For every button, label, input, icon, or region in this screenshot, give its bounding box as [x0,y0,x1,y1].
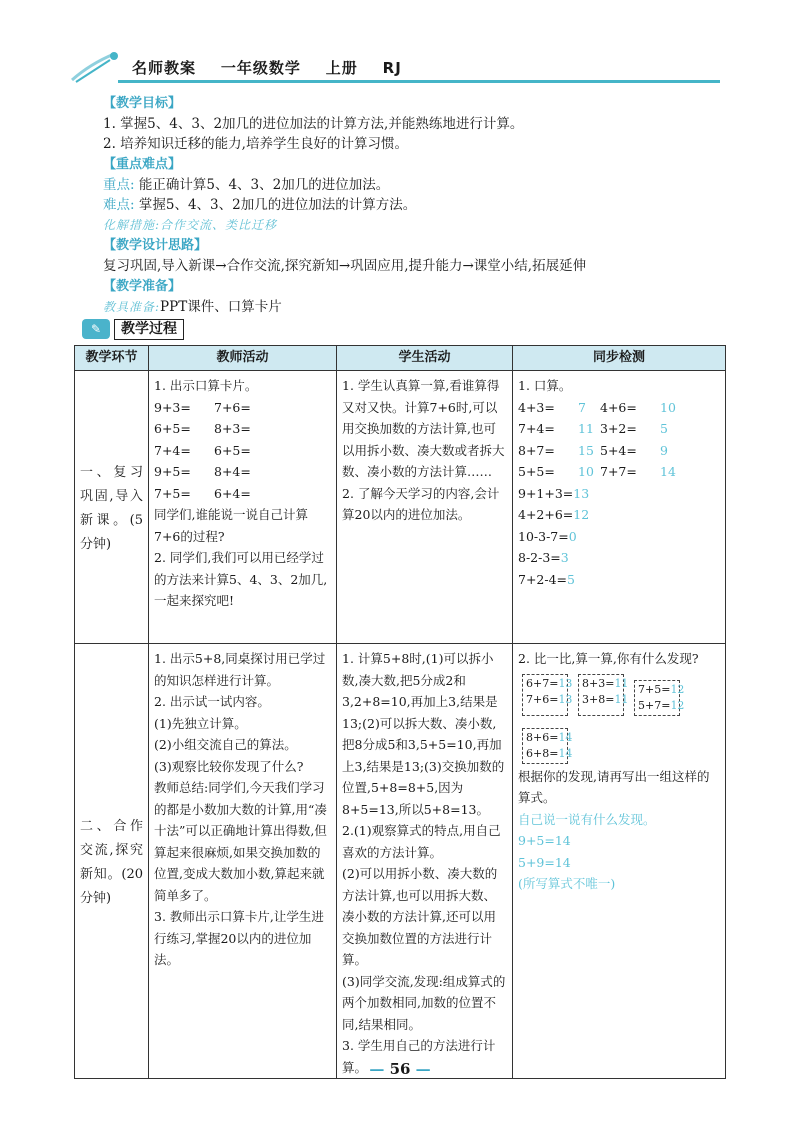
objective-item: 2. 培养知识迁移的能力,培养学生良好的计算习惯。 [103,136,408,152]
header-rule [118,80,720,83]
card-pair: 7+4= 6+5= [154,442,251,458]
col-header: 教学环节 [75,346,149,371]
student-text: (3)同学交流,发现:组成算式的两个加数相同,加数的位置不同,结果相同。 [342,973,506,1032]
compare-box: 8+6=14 6+8=14 [522,728,568,764]
objectives-label: 【 教学目标 】 [103,96,181,111]
teacher-text: (3)观察比较你发现了什么? [154,758,304,774]
table-row [75,644,726,1079]
teacher-text: 2. 同学们,我们可以用已经学过的方法来计算5、4、3、2加几,一起来探究吧! [154,550,328,608]
check-pair: 8+7= 15 5+4= 9 [518,442,668,458]
check-answer: 自己说一说有什么发现。 [518,811,656,827]
pen-logo-icon [70,50,122,84]
card-pair: 6+5= 8+3= [154,421,251,436]
page-number: 56 [389,1060,411,1078]
step-cell: 二、合作交流,探究新知。(20分钟) [75,644,149,1079]
student-text: 2. 了解今天学习的内容,会计算20以内的进位加法。 [342,485,500,522]
card-pair: 9+3= 7+6= [154,399,251,415]
check-cell [513,371,726,644]
student-text: 2.(1)观察算式的特点,用自己喜欢的方法计算。 [342,823,501,860]
student-cell [337,644,513,1079]
teacher-intro: 1. 出示口算卡片。 [154,378,258,393]
page-header [0,0,800,90]
check-pair: 4+3= 7 4+6= 10 [518,399,676,415]
card-pair: 9+5= 8+4= [154,464,251,479]
focus-label: 重点: [103,177,135,193]
process-heading [82,318,184,340]
student-text: (2)可以用拆小数、凑大数的方法计算,也可以用拆大数、凑小数的方法计算,还可以用交换加数位置的方法进行计算。 [342,866,498,967]
check-single: 7+2-4=5 [518,571,575,587]
teacher-text: 2. 出示试一试内容。 [154,694,270,709]
difficulty-label: 难点: [103,197,135,213]
student-text: 1. 学生认真算一算,看谁算得又对又快。计算7+6时,可以用交换加数的方法计算,也可以用拆小数、凑大数或者拆大数、凑小数的方法计算…… [342,378,505,479]
keypoints-label: 【 重点难点 】 [103,157,181,172]
teacher-text: 教师总结:同学们,今天我们学习的都是小数加大数的计算,用“凑十法”可以正确地计算出得数,但算起来很麻烦,如果交换加数的位置,变成大数加小数,算起来就简单多了。 [154,780,327,903]
header-title: 名师教案 一年级数学 上册 RJ [132,59,402,77]
table-header-row [75,346,726,371]
check-single: 10-3-7=0 [518,528,577,544]
check-single: 8-2-3=3 [518,550,569,565]
prep-label: 【 教学准备 】 [103,279,181,294]
col-header: 同步检测 [513,346,726,371]
tools-text: PPT课件、口算卡片 [160,299,282,315]
teacher-cell [149,371,337,644]
student-text: 3. 学生用自己的方法进行计算。 [342,1038,496,1075]
col-header: 教师活动 [149,346,337,371]
teacher-text: (2)小组交流自己的算法。 [154,737,297,752]
check-pair: 7+4= 11 3+2= 5 [518,421,668,436]
check-answer: 9+5=14 [518,833,571,848]
check-pair: 5+5= 10 7+7= 14 [518,464,676,479]
student-text: 1. 计算5+8时,(1)可以拆小数,凑大数,把5分成2和3,2+8=10,再加上3,结果是13;(2)可以拆大数、凑小数,把8分成5和3,5+5=10,再加上3,结果是13;(3)交换加数的位置,5+8=8+5,因为8+5=13,所以5+8=13。 [342,651,505,817]
check-answer: 5+9=14 [518,854,571,870]
check-cell [513,644,726,1079]
process-table [74,345,726,1079]
card-pair: 7+5= 6+4= [154,485,251,501]
compare-box: 8+3=11 3+8=11 [578,674,624,716]
pencil-icon: ✎ [82,319,110,339]
teacher-text: (1)先独立计算。 [154,715,247,731]
step-cell: 一、复习巩固,导入新课。(5分钟) [75,371,149,644]
page-footer: — 56 — [369,1060,431,1078]
teacher-text: 1. 出示5+8,同桌探讨用已学过的知识怎样进行计算。 [154,651,326,688]
difficulty-text: 掌握5、4、3、2加几的进位加法的计算方法。 [138,197,417,213]
check-intro: 2. 比一比,算一算,你有什么发现? [518,651,699,666]
design-text: 复习巩固,导入新课→合作交流,探究新知→巩固应用,提升能力→课堂小结,拓展延伸 [103,258,587,274]
check-intro: 1. 口算。 [518,378,572,393]
check-text: 根据你的发现,请再写出一组这样的算式。 [518,768,710,805]
teacher-text: 3. 教师出示口算卡片,让学生进行练习,掌握20以内的进位加法。 [154,909,324,967]
objective-item: 1. 掌握5、4、3、2加几的进位加法的计算方法,并能熟练地进行计算。 [103,116,524,132]
student-cell [337,371,513,644]
check-single: 9+1+3=13 [518,485,590,501]
design-label: 【 教学设计思路 】 [103,238,207,253]
teacher-cell [149,644,337,1079]
compare-boxes [518,670,708,766]
col-header: 学生活动 [337,346,513,371]
check-single: 4+2+6=12 [518,507,590,522]
compare-box: 6+7=13 7+6=13 [522,674,568,716]
objectives-section [103,93,723,317]
check-answer: (所写算式不唯一) [518,876,616,891]
tools-label: 教具准备: [103,300,161,314]
focus-text: 能正确计算5、4、3、2加几的进位加法。 [138,177,390,193]
table-row [75,371,726,644]
resolution-method: 化解措施:合作交流、类比迁移 [103,218,278,232]
process-title: 教学过程 [114,319,184,340]
teacher-text: 同学们,谁能说一说自己计算7+6的过程? [154,507,308,544]
compare-box: 7+5=12 5+7=12 [634,680,680,716]
